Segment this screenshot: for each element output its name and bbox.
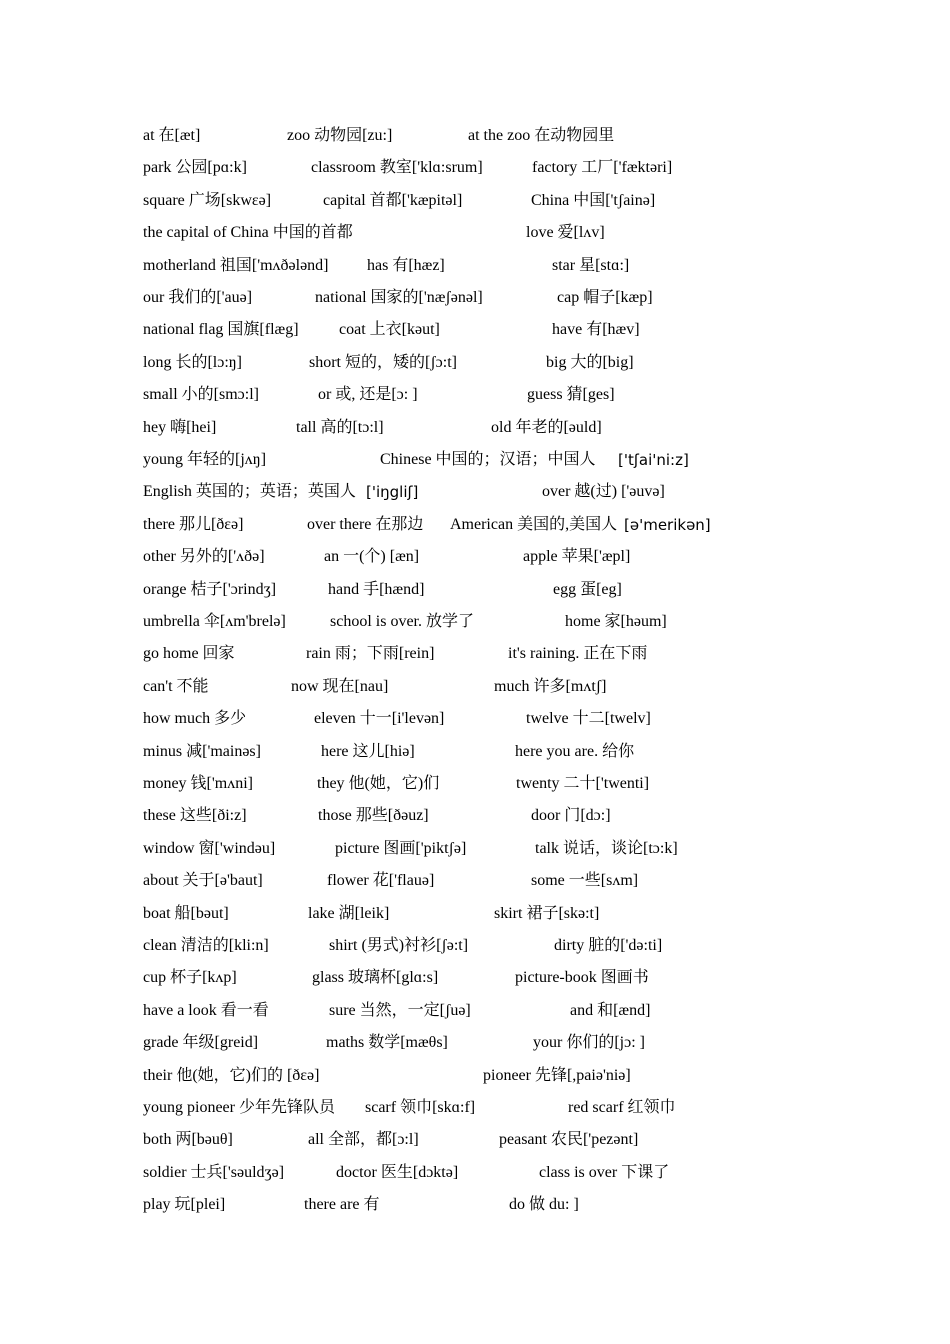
vocab-row <box>0 514 950 536</box>
vocab-entry: all 全部，都[ɔ:l] <box>308 1131 419 1149</box>
vocab-entry: there are 有 <box>304 1196 380 1214</box>
vocab-entry: about 关于[ə'baut] <box>143 872 263 890</box>
vocab-entry: shirt (男式)衬衫[ʃə:t] <box>329 937 469 954</box>
vocab-entry: picture-book 图画书 <box>515 969 649 987</box>
vocab-entry: have 有[hæv] <box>552 321 640 339</box>
vocab-row <box>0 741 950 763</box>
vocab-entry: picture 图画['piktʃə] <box>335 839 467 857</box>
vocab-entry: soldier 士兵['səuldʒə] <box>143 1163 285 1181</box>
vocab-row <box>0 967 950 989</box>
vocab-entry: small 小的[smɔ:l] <box>143 386 259 404</box>
vocab-entry: school is over. 放学了 <box>330 613 474 630</box>
vocab-row <box>0 1065 950 1087</box>
vocab-entry: it's raining. 正在下雨 <box>508 645 648 663</box>
vocab-row <box>0 935 950 957</box>
vocab-row <box>0 579 950 601</box>
vocab-entry: skirt 裙子[skə:t] <box>494 904 600 922</box>
vocab-row <box>0 1097 950 1119</box>
vocab-row <box>0 1000 950 1022</box>
vocab-row <box>0 643 950 665</box>
vocab-entry: door 门[dɔ:] <box>531 807 611 825</box>
vocab-entry: red scarf 红领巾 <box>568 1099 676 1116</box>
vocab-entry: these 这些[ði:z] <box>143 807 247 825</box>
vocab-row <box>0 352 950 374</box>
vocab-row <box>0 157 950 179</box>
vocab-entry: over 越(过) ['əuvə] <box>542 483 665 501</box>
vocab-entry: English 英国的；英语；英国人 <box>143 483 356 501</box>
vocab-row <box>0 417 950 439</box>
vocab-entry: factory 工厂['fæktəri] <box>532 159 673 177</box>
vocab-entry: do 做 du: ] <box>509 1196 579 1214</box>
vocab-entry: scarf 领巾[skɑ:f] <box>365 1099 476 1116</box>
vocab-entry: guess 猜[ges] <box>527 386 615 404</box>
vocab-entry: love 爱[lʌv] <box>526 224 605 242</box>
vocab-entry: flower 花['flauə] <box>327 872 435 890</box>
vocab-row <box>0 384 950 406</box>
vocab-entry: here 这儿[hiə] <box>321 742 415 760</box>
vocab-entry: those 那些[ðəuz] <box>318 807 429 825</box>
vocab-row <box>0 903 950 925</box>
vocab-entry: now 现在[nau] <box>291 677 389 695</box>
vocab-entry: grade 年级[greid] <box>143 1034 259 1052</box>
vocab-entry: Chinese 中国的；汉语；中国人 <box>380 451 596 468</box>
vocab-row <box>0 222 950 244</box>
vocab-entry: money 钱['mʌni] <box>143 775 253 792</box>
vocab-entry: China 中国['tʃainə] <box>531 191 656 209</box>
vocab-entry: the capital of China 中国的首都 <box>143 224 353 242</box>
vocab-entry: at the zoo 在动物园里 <box>468 127 615 144</box>
vocab-entry: an 一(个) [æn] <box>324 548 420 566</box>
vocab-row <box>0 1032 950 1054</box>
vocab-row <box>0 1129 950 1151</box>
vocab-entry: their 他(她，它)们的 [ðεə] <box>143 1066 320 1084</box>
vocab-entry: or 或, 还是[ɔ: ] <box>318 386 418 404</box>
vocab-entry: young pioneer 少年先锋队员 <box>143 1099 335 1116</box>
vocab-entry: twelve 十二[twelv] <box>526 710 651 728</box>
vocab-row <box>0 481 950 503</box>
vocab-entry: window 窗['windəu] <box>143 839 276 857</box>
vocab-row <box>0 1194 950 1216</box>
vocab-row <box>0 870 950 892</box>
vocab-entry: both 两[bəuθ] <box>143 1131 233 1149</box>
vocab-entry: motherland 祖国['mʌðələnd] <box>143 256 329 274</box>
vocab-entry: eleven 十一[i'levən] <box>314 710 445 728</box>
vocab-entry: capital 首都['kæpitəl] <box>323 191 463 209</box>
vocab-entry: hand 手[hænd] <box>328 580 425 598</box>
vocab-entry: over there 在那边 <box>307 515 424 533</box>
vocab-entry: umbrella 伞[ʌm'brelə] <box>143 613 286 630</box>
vocab-entry: class is over 下课了 <box>539 1163 670 1181</box>
vocab-row <box>0 190 950 212</box>
vocab-row <box>0 773 950 795</box>
vocab-entry: there 那儿[ðεə] <box>143 515 244 533</box>
vocab-entry: glass 玻璃杯[glɑ:s] <box>312 969 439 987</box>
vocab-entry: maths 数学[mæθs] <box>326 1034 448 1052</box>
vocab-entry: lake 湖[leik] <box>308 904 390 922</box>
vocab-entry: zoo 动物园[zu:] <box>287 127 393 144</box>
vocab-row <box>0 546 950 568</box>
vocab-entry: play 玩[plei] <box>143 1196 226 1214</box>
vocab-row <box>0 125 950 147</box>
vocab-entry: doctor 医生[dɔktə] <box>336 1163 459 1181</box>
vocab-row <box>0 1162 950 1184</box>
vocab-entry: cup 杯子[kʌp] <box>143 969 237 987</box>
vocab-row <box>0 319 950 341</box>
vocab-entry: sure 当然，一定[ʃuə] <box>329 1001 471 1019</box>
vocab-entry: dirty 脏的['də:ti] <box>554 937 663 954</box>
vocab-entry: long 长的[lɔ:ŋ] <box>143 353 243 371</box>
vocab-entry: national 国家的['næʃənəl] <box>315 289 483 306</box>
vocab-entry: here you are. 给你 <box>515 742 635 760</box>
vocab-row <box>0 838 950 860</box>
vocab-entry: tall 高的[tɔ:l] <box>296 418 384 436</box>
vocab-row <box>0 676 950 698</box>
vocab-entry: some 一些[sʌm] <box>531 872 639 890</box>
vocab-entry: young 年轻的[jʌŋ] <box>143 451 267 468</box>
vocab-entry: minus 减['mainəs] <box>143 742 261 760</box>
vocab-entry: big 大的[big] <box>546 353 634 371</box>
vocab-entry: apple 苹果['æpl] <box>523 548 631 566</box>
vocab-entry: ['tʃai'ni:z] <box>618 451 689 469</box>
vocab-entry: much 许多[mʌtʃ] <box>494 677 607 695</box>
vocab-entry: old 年老的[əuld] <box>491 418 602 436</box>
vocab-entry: cap 帽子[kæp] <box>557 289 653 306</box>
vocab-entry: have a look 看一看 <box>143 1001 269 1019</box>
vocab-row <box>0 449 950 471</box>
vocab-entry: talk 说话，谈论[tɔ:k] <box>535 839 678 857</box>
vocab-entry: egg 蛋[eg] <box>553 580 622 598</box>
vocab-entry: clean 清洁的[kli:n] <box>143 937 269 954</box>
vocab-row <box>0 255 950 277</box>
vocab-entry: our 我们的['auə] <box>143 289 253 306</box>
vocab-entry: they 他(她，它)们 <box>317 775 440 792</box>
vocab-entry: hey 嗨[hei] <box>143 418 217 436</box>
vocab-entry: orange 桔子['ɔrindʒ] <box>143 580 277 598</box>
vocab-entry: peasant 农民['pezənt] <box>499 1131 639 1149</box>
vocab-entry: rain 雨；下雨[rein] <box>306 645 435 663</box>
vocab-entry: how much 多少 <box>143 710 247 728</box>
vocab-entry: your 你们的[jɔ: ] <box>533 1034 645 1052</box>
vocab-entry: park 公园[pɑ:k] <box>143 159 247 177</box>
vocab-entry: [ə'merikən] <box>624 515 711 534</box>
vocab-entry: coat 上衣[kəut] <box>339 321 440 339</box>
vocab-entry: square 广场[skwɛə] <box>143 191 272 209</box>
vocab-entry: pioneer 先锋[,paiə'niə] <box>483 1066 631 1084</box>
vocab-entry: classroom 教室['klɑ:srum] <box>311 159 483 177</box>
vocab-entry: boat 船[bəut] <box>143 904 229 922</box>
vocab-row <box>0 287 950 309</box>
vocab-entry: can't 不能 <box>143 677 209 695</box>
vocab-entry: at 在[æt] <box>143 127 201 144</box>
vocab-entry: American 美国的,美国人 <box>450 515 618 533</box>
vocab-entry: other 另外的['ʌðə] <box>143 548 265 566</box>
vocab-entry: and 和[ænd] <box>570 1001 651 1019</box>
vocab-entry: ['iŋgliʃ] <box>366 483 419 502</box>
vocab-entry: star 星[stɑ:] <box>552 256 630 274</box>
vocab-row <box>0 805 950 827</box>
vocab-entry: short 短的，矮的[ʃɔ:t] <box>309 353 457 371</box>
vocab-row <box>0 708 950 730</box>
vocab-entry: go home 回家 <box>143 645 235 663</box>
vocab-entry: has 有[hæz] <box>367 256 445 274</box>
vocab-row <box>0 611 950 633</box>
vocab-entry: twenty 二十['twenti] <box>516 775 650 792</box>
vocab-entry: home 家[həum] <box>565 613 667 630</box>
vocab-entry: national flag 国旗[flæg] <box>143 321 299 339</box>
